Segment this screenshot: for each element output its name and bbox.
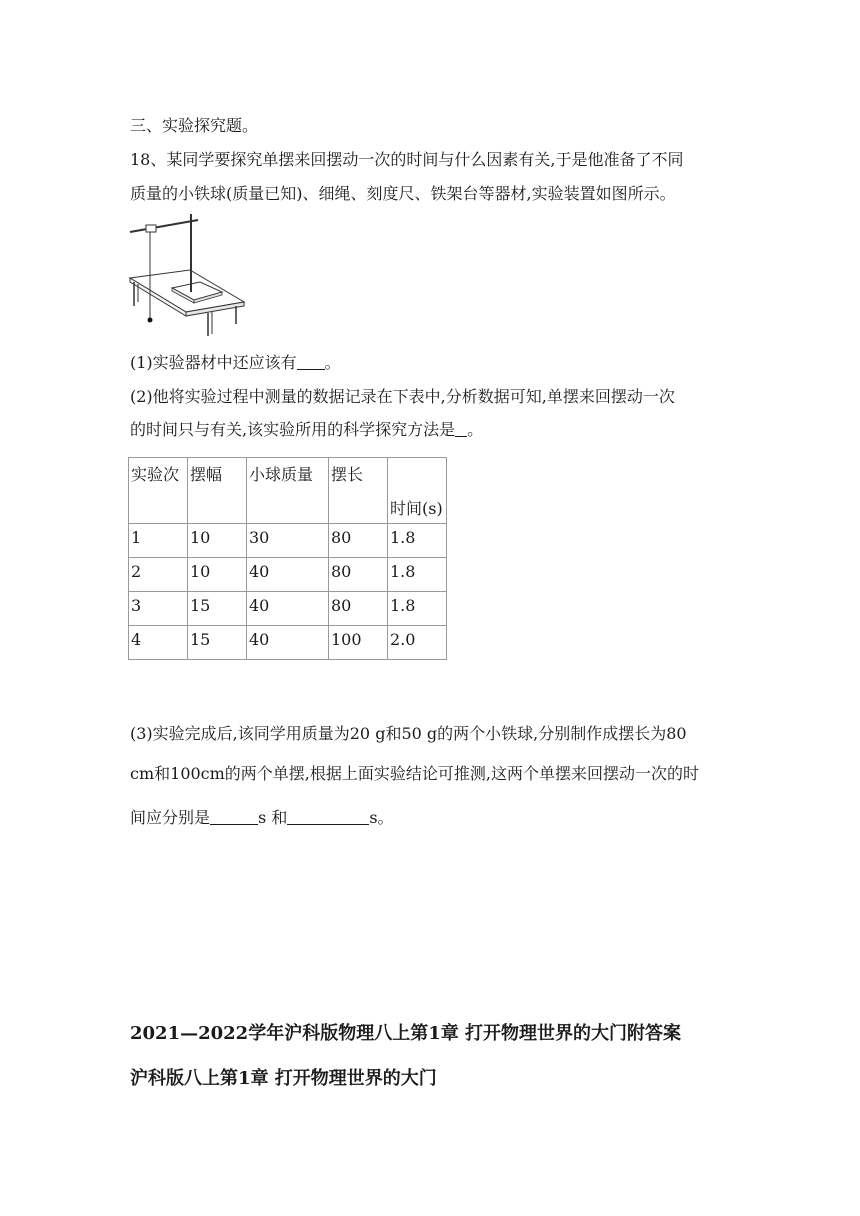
- data-table: [128, 457, 447, 660]
- question-2-line-1: (2)他将实验过程中测量的数据记录在下表中,分析数据可知,单摆来回摆动一次: [130, 387, 675, 406]
- table-cell: 4: [129, 626, 188, 660]
- table-cell: 80: [329, 524, 388, 558]
- question-3-line-2: cm和100cm的两个单摆,根据上面实验结论可推测,这两个单摆来回摆动一次的时: [130, 764, 699, 783]
- question-3-line-3: [130, 805, 394, 828]
- question-2-end: 。: [467, 420, 484, 439]
- table-cell: 10: [188, 558, 247, 592]
- table-cell: 3: [129, 592, 188, 626]
- header-time: 时间(s): [388, 458, 447, 524]
- answer-blank-1[interactable]: [297, 353, 325, 370]
- table-cell: 40: [247, 626, 329, 660]
- table-row: [129, 558, 447, 592]
- table-cell: 2: [129, 558, 188, 592]
- table-cell: 40: [247, 592, 329, 626]
- question-2-line-2: [130, 417, 483, 440]
- question-1-end: 。: [324, 353, 341, 372]
- table-header-row: [129, 458, 447, 524]
- header-trial: 实验次: [129, 458, 188, 524]
- table-cell: 15: [188, 592, 247, 626]
- question-3-text-b: s 和: [258, 808, 288, 827]
- header-amplitude: 摆幅: [188, 458, 247, 524]
- question-1-line: [130, 350, 341, 373]
- table-cell: 15: [188, 626, 247, 660]
- header-ball-mass: 小球质量: [247, 458, 329, 524]
- table-cell: 1: [129, 524, 188, 558]
- question-2-text: 的时间只与有关,该实验所用的科学探究方法是: [130, 420, 456, 439]
- question-3-line-1: (3)实验完成后,该同学用质量为20 g和50 g的两个小铁球,分别制作成摆长为80: [130, 724, 687, 743]
- question-3-text-c: s。: [369, 808, 394, 827]
- table-cell: 30: [247, 524, 329, 558]
- answer-blank-4[interactable]: [287, 808, 369, 825]
- header-length: 摆长: [329, 458, 388, 524]
- table-cell: 40: [247, 558, 329, 592]
- question-18-line-1: 18、某同学要探究单摆来回摆动一次的时间与什么因素有关,于是他准备了不同: [130, 150, 684, 169]
- answer-blank-2[interactable]: [455, 420, 467, 437]
- table-cell: 10: [188, 524, 247, 558]
- table-cell: 1.8: [388, 558, 447, 592]
- chapter-title: 沪科版八上第1章 打开物理世界的大门: [130, 1068, 437, 1089]
- answer-key-title: 2021—2022学年沪科版物理八上第1章 打开物理世界的大门附答案: [130, 1023, 681, 1044]
- section-title: 三、实验探究题。: [130, 116, 259, 135]
- table-row: [129, 524, 447, 558]
- answer-blank-3[interactable]: [210, 808, 258, 825]
- table-row: [129, 592, 447, 626]
- table-cell: 80: [329, 558, 388, 592]
- question-3-text-a: 间应分别是: [130, 808, 211, 827]
- question-1-text: (1)实验器材中还应该有: [130, 353, 297, 372]
- table-row: [129, 626, 447, 660]
- table-cell: 80: [329, 592, 388, 626]
- table-cell: 1.8: [388, 592, 447, 626]
- table-cell: 2.0: [388, 626, 447, 660]
- table-cell: 100: [329, 626, 388, 660]
- pendulum-apparatus-figure: [128, 210, 248, 340]
- table-cell: 1.8: [388, 524, 447, 558]
- question-18-line-2: 质量的小铁球(质量已知)、细绳、刻度尺、铁架台等器材,实验装置如图所示。: [130, 184, 676, 203]
